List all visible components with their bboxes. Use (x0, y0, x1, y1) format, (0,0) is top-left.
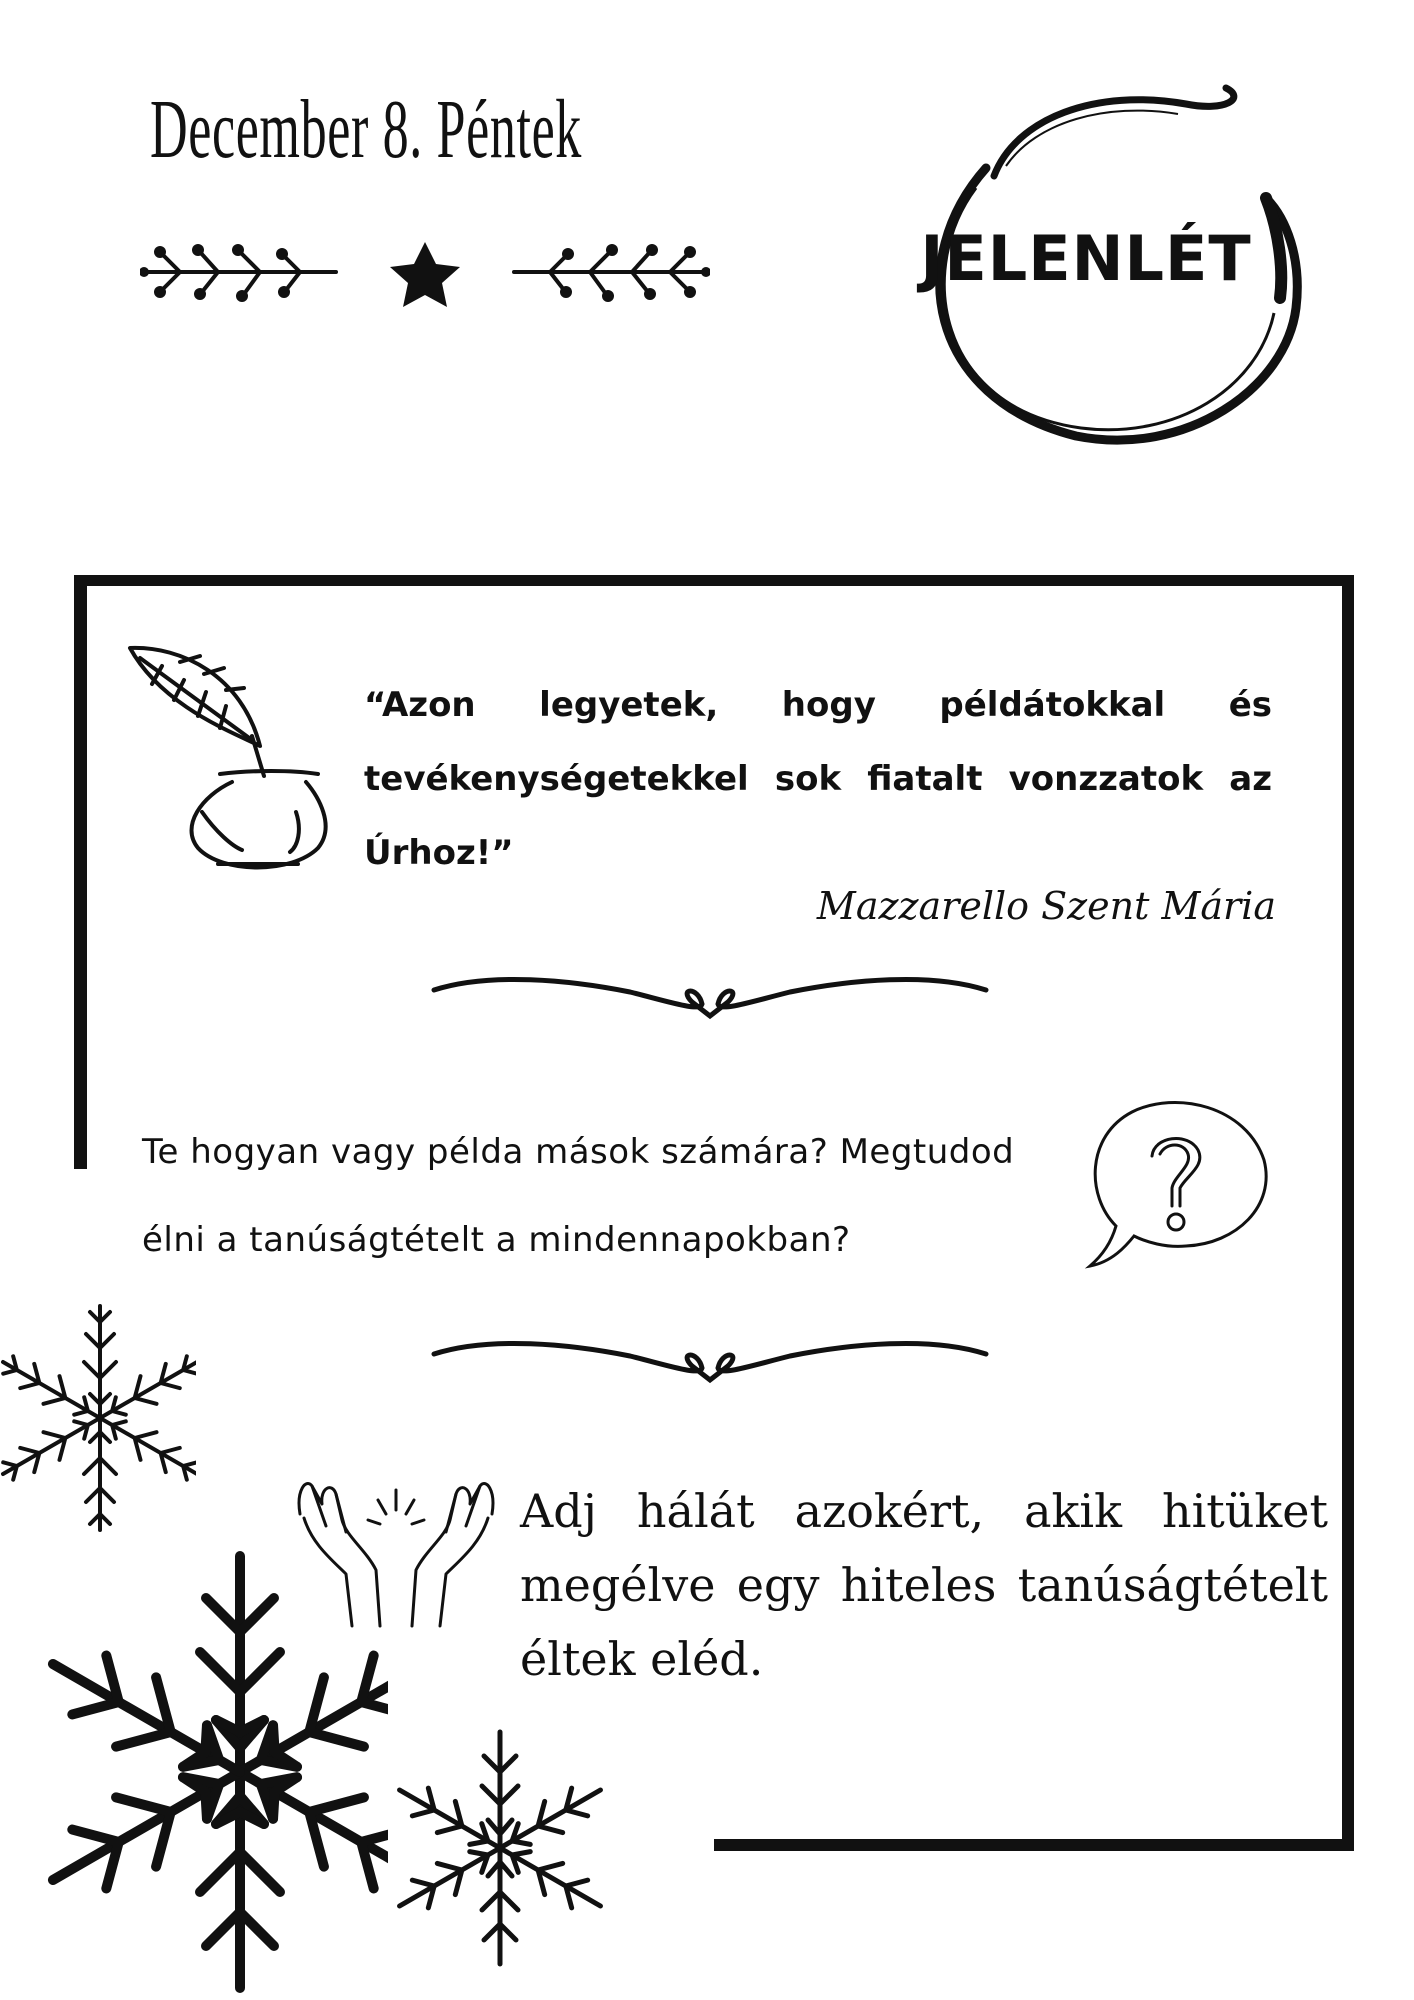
inkwell-quill-icon (122, 636, 342, 876)
branch-star-ornament (140, 232, 710, 312)
star-icon (390, 242, 460, 307)
heart-divider-icon (430, 972, 990, 1028)
snowflake-icon (0, 1546, 388, 1998)
badge-title: JELENLÉT (920, 222, 1252, 295)
branch-icon (144, 252, 336, 294)
quote-text: “Azon legyetek, hogy példátokkal és tevékenységetekkel sok fiatalt vonzzatok az Úrhoz!” (364, 685, 1272, 873)
reflection-question: Te hogyan vagy példa mások számára? Megtudod élni a tanúságtételt a mindennapokban? (142, 1132, 1015, 1260)
snowflake-icon (378, 1726, 622, 1970)
heart-divider-icon (430, 1336, 990, 1392)
frame-right-border (1342, 575, 1354, 1851)
date-heading: December 8. Péntek (150, 83, 582, 176)
frame-top-border (74, 575, 1354, 586)
question-bubble-icon (1076, 1076, 1276, 1276)
snowflake-icon (0, 1298, 196, 1540)
quote-author: Mazzarello Szent Mária (816, 884, 1276, 928)
frame-left-border (74, 575, 87, 1169)
gratitude-text: Adj hálát azokért, akik hitüket megélve egy hiteles tanúságtételt éltek eléd. (520, 1484, 1328, 1686)
branch-icon (514, 252, 706, 294)
frame-bottom-border (714, 1839, 1354, 1851)
